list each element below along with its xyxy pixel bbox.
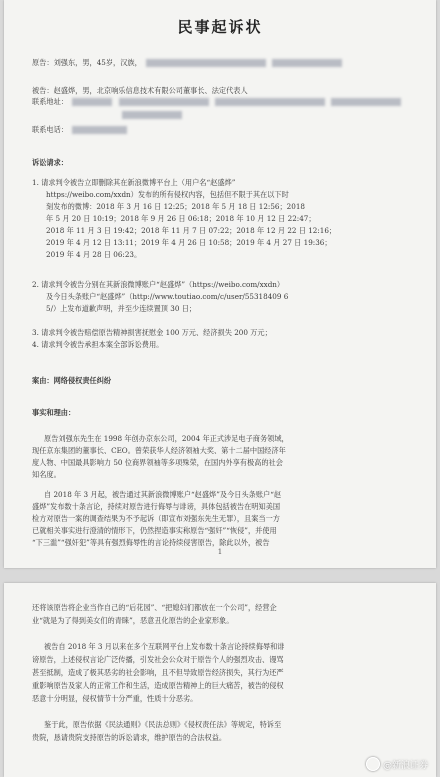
claims-heading: 诉讼请求： bbox=[32, 158, 68, 167]
document-page-1 bbox=[4, 0, 436, 568]
text-line: 2. 请求判令被告分别在其新浪微博账户“赵盛烨”（https://weibo.com/xxdn） bbox=[32, 280, 285, 289]
text-line: 2019 年 4 月 28 日 06:23。 bbox=[46, 250, 142, 259]
text-line: 原告刘强东先生在 1998 年创办京东公司，2004 年正式涉足电子商务领域， bbox=[44, 434, 289, 443]
text-line: 知名度。 bbox=[32, 470, 61, 479]
defendant-line: 被告：赵盛烨，男，北京响乐信息技术有限公司董事长、法定代表人 bbox=[32, 86, 248, 95]
weibo-logo-icon bbox=[366, 757, 380, 771]
text-line: 盛烨”发布数十条言论，持续对原告进行侮辱与诽谤，具体包括被告在明知美国 bbox=[32, 502, 281, 511]
text-line: 及今日头条账户“赵盛烨”（http://www.toutiao.com/c/user/55318409 6 bbox=[46, 292, 289, 301]
claim-4: 4. 请求判令被告承担本案全部诉讼费用。 bbox=[32, 340, 164, 349]
text-line: 刻发布的微博：2018 年 3 月 16 日 12:25；2018 年 5 月 18 日 12:56；2018 bbox=[46, 202, 305, 211]
text-line: 1. 请求判令被告立即删除其在新浪微博平台上（用户名“赵盛烨” bbox=[32, 178, 236, 187]
text-line: 已就相关事实进行澄清的情形下，仍然捏造事实称原告“强奸”“恢侵”，并使用 bbox=[32, 526, 277, 535]
text-line: 贵院，恳请贵院支持原告的诉讼请求，维护原告的合法权益。 bbox=[32, 733, 227, 742]
text-line: 甚至抵制，造成了极其恶劣的社会影响，且不但导致原告经济损失，其行为还严 bbox=[32, 668, 284, 677]
text-line: 自 2018 年 3 月起，被告通过其新浪微博账户“赵盛烨”及今日头条账户“赵 bbox=[44, 490, 282, 499]
text-line: 谤原告，上述侵权言论广泛传播，引发社会公众对于原告个人的强烈攻击、谩骂 bbox=[32, 655, 284, 664]
text-line: 恶意十分明显，侵权情节十分严重，性质十分恶劣。 bbox=[32, 694, 198, 703]
text-line: 2018 年 11 月 3 日 19:42；2018 年 11 月 7 日 07:22；2018 年 12 月 22 日 12:16； bbox=[46, 226, 337, 235]
text-line: 度人物、中国最具影响力 50 位商界领袖等多项殊荣，在国内外享有极高的社会 bbox=[32, 458, 283, 467]
address-line: 联系地址： bbox=[32, 97, 403, 106]
text-line: 年 5 月 20 日 10:19；2018 年 9 月 26 日 06:18；2018 年 10 月 12 日 22:47； bbox=[46, 214, 316, 223]
text-line: 鉴于此，原告依据《民法通则》《民法总则》《侵权责任法》等规定，特诉至 bbox=[44, 720, 282, 729]
facts-heading: 事实和理由： bbox=[32, 408, 76, 417]
text-line: 被告自 2018 年 3 月以来在多个互联网平台上发布数十条言论持续侮辱和诽 bbox=[44, 642, 285, 651]
text-line: 检方对原告一案的调查结果为不予起诉（即宣布刘强东先生无罪），且案当一方 bbox=[32, 514, 280, 523]
text-line: 5/）上发布道歉声明，并至少连续置顶 30 日； bbox=[46, 304, 197, 313]
text-line: 2019 年 4 月 12 日 13:11；2019 年 4 月 26 日 10:58；2019 年 4 月 27 日 19:36； bbox=[46, 238, 332, 247]
document-title: 民事起诉状 bbox=[177, 18, 263, 36]
text-line: “下三滥”“强奸犯”等具有强烈侮辱性的言论持续侵害原告，除此以外，被告 bbox=[32, 538, 270, 547]
phone-line: 联系电话： bbox=[32, 125, 129, 134]
text-line: https://weibo.com/xxdn）发布的所有侵权内容，包括但不限于其在以下时 bbox=[46, 190, 289, 199]
text-line: 还将该原告将企业当作自己的“后花园”、“把媳妇们都放在一个公司”，经营企 bbox=[32, 603, 277, 612]
text-line: 重影响原告及家人的正常工作和生活，造成原告精神上的巨大痛苦，被告的侵权 bbox=[32, 681, 284, 690]
document-page-2 bbox=[4, 583, 436, 777]
cause-of-action: 案由：网络侵权责任纠纷 bbox=[32, 376, 112, 385]
text-line: 现任京东集团的董事长、CEO。曾荣获华人经济领袖大奖、第十二届中国经济年 bbox=[32, 446, 286, 455]
claim-3: 3. 请求判令被告赔偿原告精神损害抚慰金 100 万元、经济损失 200 万元； bbox=[32, 328, 272, 337]
plaintiff-line: 原告：刘强东，男，45岁，汉族， bbox=[32, 58, 344, 67]
watermark: @新浪证券 bbox=[366, 757, 428, 771]
text-line: 业“就是为了得到美女们的青睐”，恶意丑化原告的企业家形象。 bbox=[32, 616, 234, 625]
page-number: 1 bbox=[217, 548, 223, 556]
